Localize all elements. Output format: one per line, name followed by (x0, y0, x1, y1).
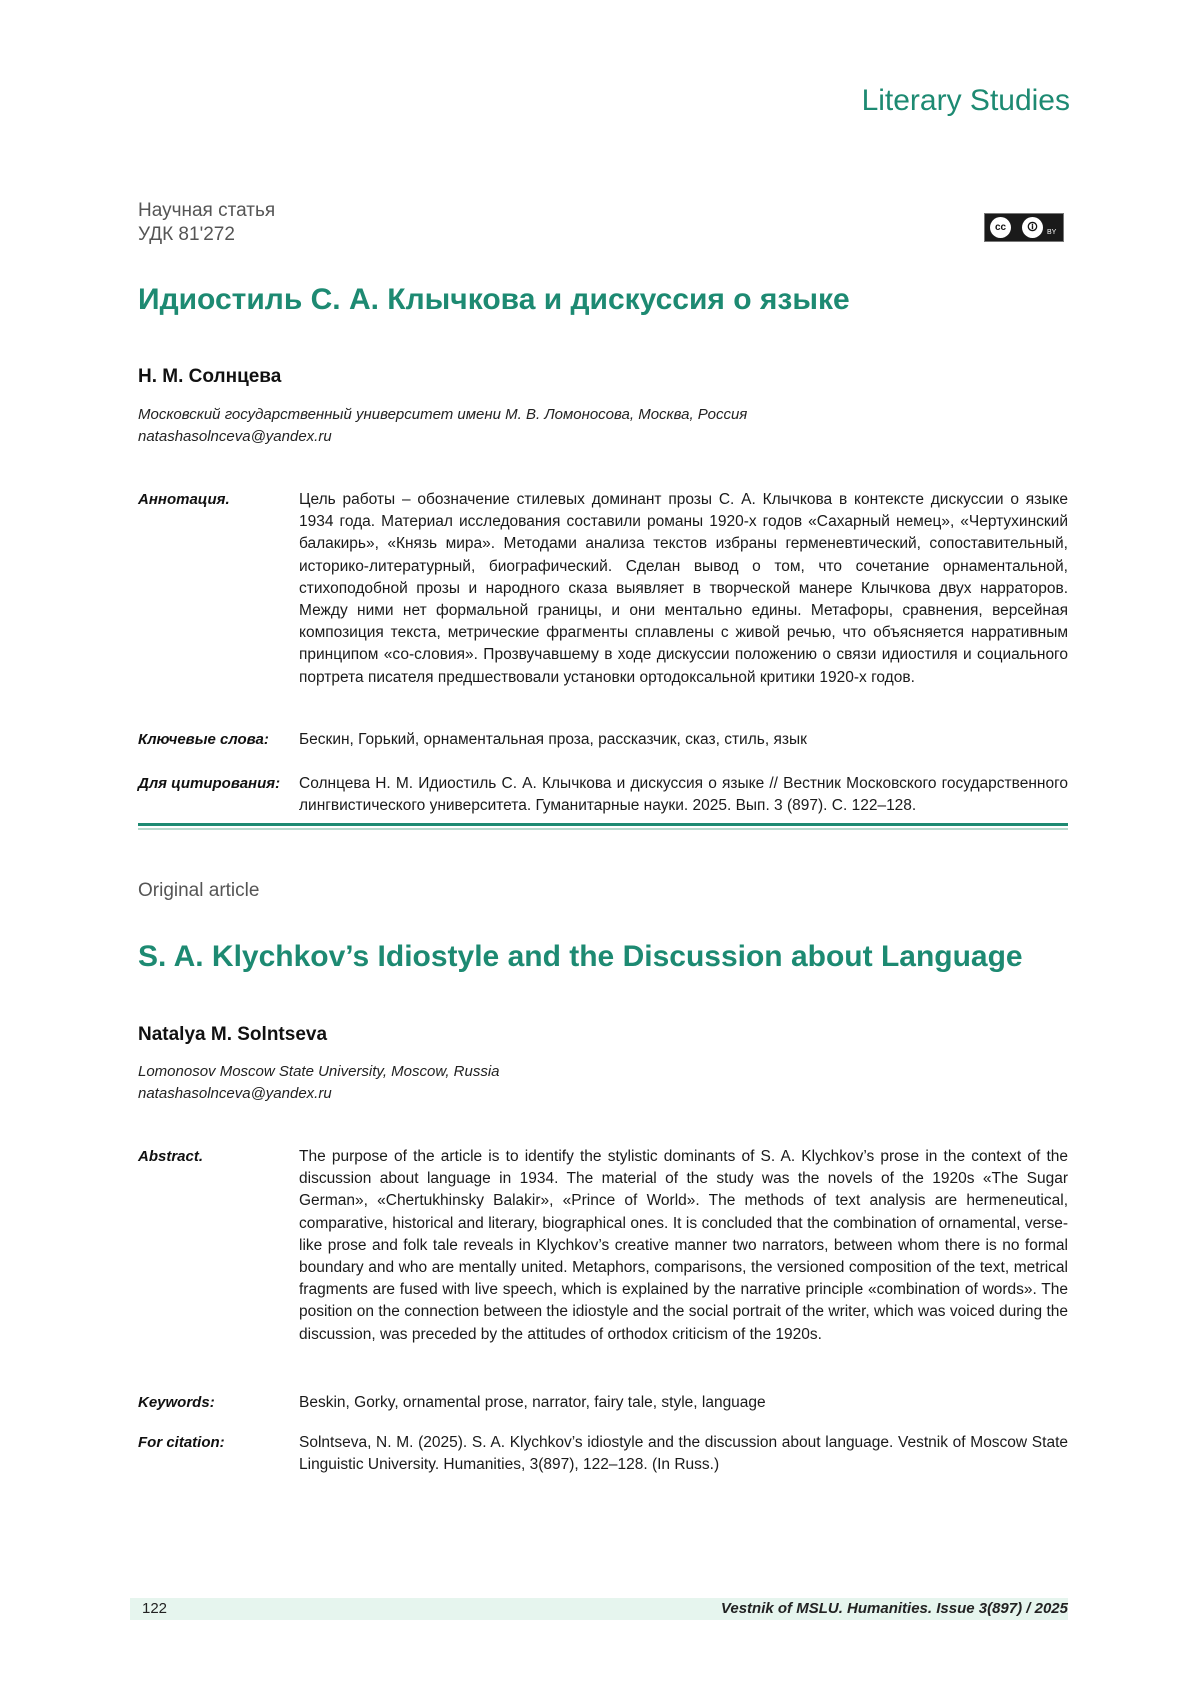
page-footer (130, 1598, 1068, 1620)
en-abstract-label: Abstract. (138, 1146, 299, 1346)
en-keywords-label: Keywords: (138, 1392, 299, 1414)
ru-affiliation-block (138, 404, 747, 448)
en-affiliation-block (138, 1061, 500, 1105)
ru-article-meta (138, 199, 275, 247)
page-number: 122 (142, 1600, 167, 1617)
ru-citation-row (138, 773, 1068, 817)
en-citation: Solntseva, N. M. (2025). S. A. Klychkov’s idiostyle and the discussion about language. Vestnik of Moscow State Linguistic University. Humanities, 3(897), 122–128. (In Russ.) (299, 1432, 1068, 1476)
en-keywords: Beskin, Gorky, ornamental prose, narrator, fairy tale, style, language (299, 1392, 1068, 1414)
en-author: Natalya M. Solntseva (138, 1024, 327, 1046)
ru-email[interactable]: natashasolnceva@yandex.ru (138, 426, 747, 448)
en-email[interactable]: natashasolnceva@yandex.ru (138, 1083, 500, 1105)
section-divider (138, 823, 1068, 830)
en-citation-row (138, 1432, 1068, 1476)
journal-issue: Vestnik of MSLU. Humanities. Issue 3(897) / 2025 (721, 1600, 1068, 1617)
ru-citation-label: Для цитирования: (138, 773, 299, 817)
ru-keywords-row (138, 729, 1068, 751)
ru-title: Идиостиль С. А. Клычкова и дискуссия о языке (138, 283, 850, 317)
cc-icon: cc (990, 217, 1011, 238)
ru-abstract-row (138, 489, 1068, 689)
en-citation-label: For citation: (138, 1432, 299, 1476)
ru-affiliation: Московский государственный университет имени М. В. Ломоносова, Москва, Россия (138, 404, 747, 426)
en-article-type: Original article (138, 880, 259, 902)
en-affiliation: Lomonosov Moscow State University, Moscow, Russia (138, 1061, 500, 1083)
en-abstract: The purpose of the article is to identify the stylistic dominants of S. A. Klychkov’s prose in the context of the discussion about language in 1934. The material of the study was the novels of the 1920s «The Sugar German», «Chertukhinsky Balakir», «Prince of World». The methods of text analysis are hermeneutical, comparative, historical and literary, biographical ones. It is concluded that the combination of ornamental, verse-like prose and folk tale reveals in Klychkov’s creative manner two narrators, between whom there is no formal boundary and who are mentally united. Metaphors, comparisons, the versioned composition of the text, metrical fragments are fused with live speech, which is explained by the narrative principle «combination of words». The position on the connection between the idiostyle and the social portrait of the writer, which was voiced during the discussion, was preceded by the attitudes of orthodox criticism of the 1920s. (299, 1146, 1068, 1346)
ru-author: Н. М. Солнцева (138, 366, 281, 388)
person-icon: 🛈 (1022, 217, 1043, 238)
ru-abstract: Цель работы – обозначение стилевых доминант прозы С. А. Клычкова в контексте дискуссии о языке 1934 года. Материал исследования составили романы 1920-х годов «Сахарный немец», «Чертухинский балакирь», «Князь мира». Методами анализа текстов избраны герменевтический, сопоставительный, историко-литературный, биографический. Сделан вывод о том, что сочетание орнаментальной, стихоподобной прозы и народного сказа выявляет в творческой манере Клычкова двух нарраторов. Между ними нет формальной границы, и они ментально едины. Метафоры, сравнения, версейная композиция текста, метрические фрагменты сплавлены с живой речью, что объясняется нарративным принципом «со-словия». Прозвучавшему в ходе дискуссии положению о связи идиостиля и социального портрета писателя предшествовали установки ортодоксальной критики 1920-х годов. (299, 489, 1068, 689)
cc-by-icon[interactable] (984, 213, 1064, 242)
ru-article-type: Научная статья (138, 199, 275, 223)
ru-udc: УДК 81'272 (138, 223, 275, 247)
ru-abstract-label: Аннотация. (138, 489, 299, 689)
by-label: BY (1047, 229, 1056, 236)
ru-citation: Солнцева Н. М. Идиостиль С. А. Клычкова и дискуссия о языке // Вестник Московского государственного лингвистического университета. Гуманитарные науки. 2025. Вып. 3 (897). С. 122–128. (299, 773, 1068, 817)
ru-keywords: Бескин, Горький, орнаментальная проза, рассказчик, сказ, стиль, язык (299, 729, 1068, 751)
ru-keywords-label: Ключевые слова: (138, 729, 299, 751)
en-title: S. A. Klychkov’s Idiostyle and the Discussion about Language (138, 940, 1023, 974)
en-abstract-row (138, 1146, 1068, 1346)
en-keywords-row (138, 1392, 1068, 1414)
section-label: Literary Studies (862, 84, 1070, 118)
